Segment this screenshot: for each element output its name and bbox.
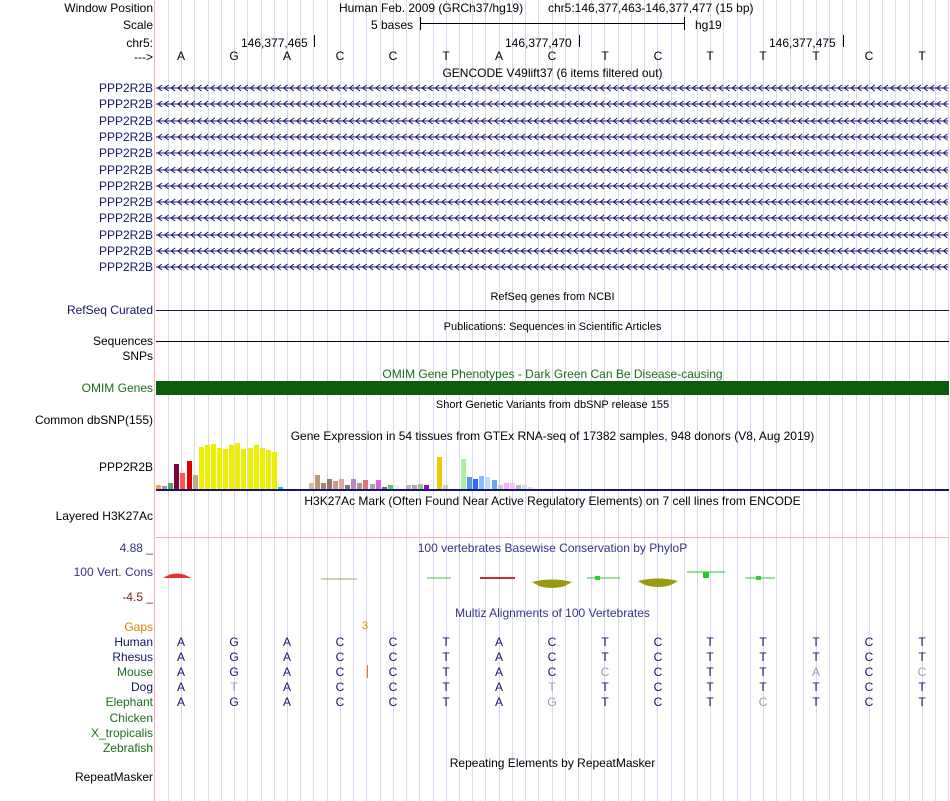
alignment-base: C: [600, 665, 610, 679]
alignment-base: A: [282, 650, 291, 664]
omim-gene-bar[interactable]: [156, 381, 949, 395]
scale-bar: [420, 23, 685, 24]
species-label[interactable]: Rhesus: [112, 650, 153, 664]
coordinate-tick-3: [843, 35, 844, 47]
gene-label[interactable]: PPP2R2B: [98, 97, 153, 111]
reference-base: C: [547, 49, 557, 63]
multiz-track-title: Multiz Alignments of 100 Vertebrates: [455, 606, 650, 620]
coordinate-3: 146,377,475: [769, 36, 836, 50]
alignment-base: C: [864, 650, 874, 664]
alignment-base: C: [653, 680, 663, 694]
alignment-base: T: [706, 695, 714, 709]
species-label[interactable]: Dog: [130, 680, 153, 694]
chromosome-label: chr5:: [126, 36, 153, 50]
species-label[interactable]: Human: [114, 635, 153, 649]
gtex-tissue-bar[interactable]: [235, 443, 240, 489]
species-label[interactable]: Elephant: [105, 695, 153, 709]
alignment-base: A: [494, 650, 503, 664]
alignment-base: C: [547, 635, 557, 649]
conservation-mark-8-box: [703, 572, 709, 578]
gaps-label[interactable]: Gaps: [124, 620, 153, 634]
omim-genes-label[interactable]: OMIM Genes: [81, 381, 153, 395]
conservation-dip-7: [638, 579, 678, 588]
alignment-base: T: [442, 665, 450, 679]
gencode-track-title: GENCODE V49lift37 (6 items filtered out): [442, 66, 663, 80]
alignment-base: C: [388, 680, 398, 694]
gene-label[interactable]: PPP2R2B: [98, 260, 153, 274]
alignment-base: A: [176, 665, 185, 679]
scale-bar-right-end: [684, 17, 685, 30]
alignment-base: C: [864, 665, 874, 679]
gtex-tissue-bar[interactable]: [363, 480, 368, 489]
species-label[interactable]: Mouse: [116, 665, 153, 679]
alignment-base: C: [653, 635, 663, 649]
gene-transcript[interactable]: [156, 147, 948, 159]
conservation-mark-6-box: [595, 576, 600, 580]
alignment-base: A: [176, 650, 185, 664]
reference-base: A: [282, 49, 291, 63]
alignment-base: T: [812, 680, 820, 694]
alignment-base: T: [918, 635, 926, 649]
conservation-dip-5: [532, 580, 572, 589]
refseq-label[interactable]: RefSeq Curated: [66, 303, 153, 317]
gene-transcript[interactable]: [156, 261, 948, 273]
alignment-base: T: [230, 680, 238, 694]
reference-base: T: [601, 49, 609, 63]
gtex-tissue-bar[interactable]: [339, 479, 344, 489]
alignment-base: T: [601, 650, 609, 664]
reference-base: T: [759, 49, 767, 63]
db-name: hg19: [695, 18, 722, 32]
gene-label[interactable]: PPP2R2B: [98, 211, 153, 225]
reference-base: T: [442, 49, 450, 63]
gtex-tissue-bar[interactable]: [376, 480, 381, 489]
reference-base: A: [494, 49, 503, 63]
alignment-base: C: [758, 695, 768, 709]
gene-label[interactable]: PPP2R2B: [98, 114, 153, 128]
coordinate-2: 146,377,470: [505, 36, 572, 50]
alignment-base: C: [388, 695, 398, 709]
gene-label[interactable]: PPP2R2B: [98, 195, 153, 209]
gtex-tissue-bar[interactable]: [266, 450, 271, 489]
alignment-base: T: [601, 695, 609, 709]
window-position-label: Window Position: [64, 1, 153, 15]
alignment-base: A: [176, 635, 185, 649]
species-label[interactable]: Zebrafish: [102, 741, 153, 755]
gtex-tissue-bar[interactable]: [351, 479, 356, 489]
gtex-tissue-bar[interactable]: [315, 475, 320, 489]
alignment-base: C: [335, 695, 345, 709]
gene-transcript[interactable]: [156, 164, 948, 176]
alignment-base: T: [812, 650, 820, 664]
gene-transcript[interactable]: [156, 131, 948, 143]
gtex-tissue-bar[interactable]: [333, 481, 338, 489]
gtex-tissue-bar[interactable]: [248, 448, 253, 489]
gtex-tissue-bar[interactable]: [217, 448, 222, 489]
gtex-tissue-bar[interactable]: [223, 449, 228, 489]
alignment-base: T: [442, 680, 450, 694]
alignment-base: G: [229, 695, 239, 709]
gene-transcript[interactable]: [156, 82, 948, 94]
scale-text: 5 bases: [371, 18, 414, 32]
alignment-base: C: [547, 665, 557, 679]
coordinate-1: 146,377,465: [241, 36, 308, 50]
alignment-base: A: [282, 695, 291, 709]
mouse-insertion-marker: [367, 665, 368, 678]
alignment-base: C: [864, 635, 874, 649]
alignment-base: T: [759, 680, 767, 694]
alignment-base: A: [282, 635, 291, 649]
gtex-tissue-bar[interactable]: [254, 445, 259, 489]
gtex-track-title: Gene Expression in 54 tissues from GTEx RNA-seq of 17382 samples, 948 donors (V8, Aug 2019): [290, 429, 815, 443]
scale-bar-left-end: [420, 17, 421, 30]
alignment-base: C: [653, 695, 663, 709]
conservation-max-label: 4.88 _: [119, 541, 153, 555]
publications-track-line[interactable]: [156, 341, 949, 342]
alignment-base: A: [494, 635, 503, 649]
alignment-base: A: [176, 680, 185, 694]
alignment-base: T: [918, 650, 926, 664]
gene-label[interactable]: PPP2R2B: [98, 179, 153, 193]
alignment-base: T: [759, 635, 767, 649]
alignment-base: C: [335, 650, 345, 664]
dbsnp-track-title: Short Genetic Variants from dbSNP release 155: [435, 399, 670, 411]
gtex-tissue-bar[interactable]: [327, 479, 332, 489]
alignment-base: T: [918, 695, 926, 709]
alignment-base: T: [759, 665, 767, 679]
alignment-base: G: [229, 650, 239, 664]
gene-transcript[interactable]: [156, 245, 948, 257]
coordinate-tick-1: [314, 35, 315, 47]
gtex-expression-bars[interactable]: [156, 440, 556, 489]
gaps-count: 3: [362, 620, 369, 632]
reference-base: A: [176, 49, 185, 63]
alignment-base: C: [335, 635, 345, 649]
publications-track-title: Publications: Sequences in Scientific Articles: [443, 321, 662, 333]
gene-transcript[interactable]: [156, 180, 948, 192]
alignment-base: C: [864, 680, 874, 694]
strand-arrow-label: --->: [134, 50, 153, 64]
gtex-tissue-bar[interactable]: [485, 477, 490, 489]
reference-base: T: [918, 49, 926, 63]
alignment-base: T: [706, 665, 714, 679]
conservation-min-label: -4.5 _: [122, 590, 153, 604]
gtex-tissue-bar[interactable]: [211, 444, 216, 489]
alignment-base: T: [759, 650, 767, 664]
reference-base: G: [229, 49, 239, 63]
gtex-tissue-bar[interactable]: [193, 475, 198, 489]
common-dbsnp-label[interactable]: Common dbSNP(155): [34, 413, 153, 427]
gtex-tissue-bar[interactable]: [467, 477, 472, 489]
gtex-tissue-bar[interactable]: [229, 445, 234, 489]
gtex-tissue-bar[interactable]: [205, 445, 210, 489]
alignment-base: T: [442, 695, 450, 709]
gtex-tissue-bar[interactable]: [260, 448, 265, 489]
alignment-base: T: [442, 650, 450, 664]
gtex-tissue-bar[interactable]: [437, 457, 442, 489]
reference-base: C: [653, 49, 663, 63]
gene-label[interactable]: PPP2R2B: [98, 81, 153, 95]
conservation-peak-1: [163, 574, 191, 579]
alignment-base: C: [653, 650, 663, 664]
reference-base: C: [388, 49, 398, 63]
alignment-base: C: [547, 650, 557, 664]
alignment-base: T: [601, 680, 609, 694]
gtex-gene-line: [156, 489, 949, 491]
alignment-base: G: [229, 665, 239, 679]
snps-label[interactable]: SNPs: [122, 349, 153, 363]
assembly-name: Human Feb. 2009 (GRCh37/hg19): [339, 1, 524, 15]
species-label[interactable]: X_tropicalis: [90, 726, 153, 740]
alignment-base: A: [282, 680, 291, 694]
alignment-base: T: [812, 695, 820, 709]
coordinate-tick-2: [579, 35, 580, 47]
alignment-base: T: [706, 635, 714, 649]
gene-transcript[interactable]: [156, 98, 948, 110]
h3k27ac-label[interactable]: Layered H3K27Ac: [55, 509, 153, 523]
alignment-base: C: [388, 650, 398, 664]
conservation-mark-9-box: [756, 576, 761, 580]
gtex-tissue-bar[interactable]: [241, 449, 246, 489]
alignment-base: T: [918, 680, 926, 694]
refseq-track-title: RefSeq genes from NCBI: [490, 291, 615, 303]
alignment-base: A: [176, 695, 185, 709]
gene-transcript[interactable]: [156, 212, 948, 224]
alignment-base: T: [601, 635, 609, 649]
window-position-value: chr5:146,377,463-146,377,477 (15 bp): [548, 1, 754, 15]
gtex-tissue-bar[interactable]: [174, 464, 179, 489]
alignment-base: A: [494, 665, 503, 679]
gene-label[interactable]: PPP2R2B: [98, 244, 153, 258]
alignment-base: A: [494, 680, 503, 694]
gtex-tissue-bar[interactable]: [272, 452, 277, 489]
gtex-tissue-bar[interactable]: [492, 480, 497, 489]
reference-base: C: [864, 49, 874, 63]
alignment-base: T: [706, 650, 714, 664]
repeatmasker-label[interactable]: RepeatMasker: [74, 770, 153, 784]
gtex-tissue-bar[interactable]: [479, 476, 484, 489]
alignment-base: C: [388, 665, 398, 679]
sequences-label[interactable]: Sequences: [92, 334, 153, 348]
gtex-tissue-bar[interactable]: [473, 479, 478, 489]
conservation-label[interactable]: 100 Vert. Cons: [73, 565, 153, 579]
alignment-base: C: [335, 680, 345, 694]
gtex-tissue-bar[interactable]: [199, 447, 204, 489]
reference-base: T: [706, 49, 714, 63]
alignment-base: A: [282, 665, 291, 679]
gene-label[interactable]: PPP2R2B: [98, 163, 153, 177]
gene-label[interactable]: PPP2R2B: [98, 228, 153, 242]
gene-label[interactable]: PPP2R2B: [98, 146, 153, 160]
gene-transcript[interactable]: [156, 229, 948, 241]
alignment-base: T: [548, 680, 556, 694]
alignment-base: C: [388, 635, 398, 649]
species-label[interactable]: Chicken: [109, 711, 153, 725]
reference-base: C: [335, 49, 345, 63]
repeatmasker-track-title: Repeating Elements by RepeatMasker: [449, 756, 656, 770]
conservation-track-title: 100 vertebrates Basewise Conservation by PhyloP: [417, 541, 688, 555]
h3k27ac-track-title: H3K27Ac Mark (Often Found Near Active Regulatory Elements) on 7 cell lines from ENCODE: [304, 494, 801, 508]
alignment-base: T: [706, 680, 714, 694]
gene-label[interactable]: PPP2R2B: [98, 130, 153, 144]
alignment-base: G: [547, 695, 557, 709]
alignment-base: C: [335, 665, 345, 679]
alignment-base: A: [494, 695, 503, 709]
gtex-tissue-bar[interactable]: [461, 459, 466, 489]
alignment-base: C: [653, 665, 663, 679]
conservation-plot[interactable]: [155, 562, 950, 592]
gene-transcript[interactable]: [156, 196, 948, 208]
h3k27ac-baseline: [156, 537, 949, 538]
alignment-base: T: [812, 635, 820, 649]
omim-track-title: OMIM Gene Phenotypes - Dark Green Can Be Disease-causing: [382, 367, 723, 381]
alignment-base: C: [864, 695, 874, 709]
gtex-gene-label[interactable]: PPP2R2B: [98, 460, 153, 474]
refseq-track-line[interactable]: [156, 310, 949, 311]
alignment-base: C: [917, 665, 927, 679]
gtex-tissue-bar[interactable]: [187, 461, 192, 489]
reference-base: T: [812, 49, 820, 63]
alignment-base: A: [811, 665, 820, 679]
gtex-tissue-bar[interactable]: [180, 473, 185, 489]
alignment-base: T: [442, 635, 450, 649]
gene-transcript[interactable]: [156, 115, 948, 127]
alignment-base: G: [229, 635, 239, 649]
scale-label: Scale: [122, 18, 153, 32]
